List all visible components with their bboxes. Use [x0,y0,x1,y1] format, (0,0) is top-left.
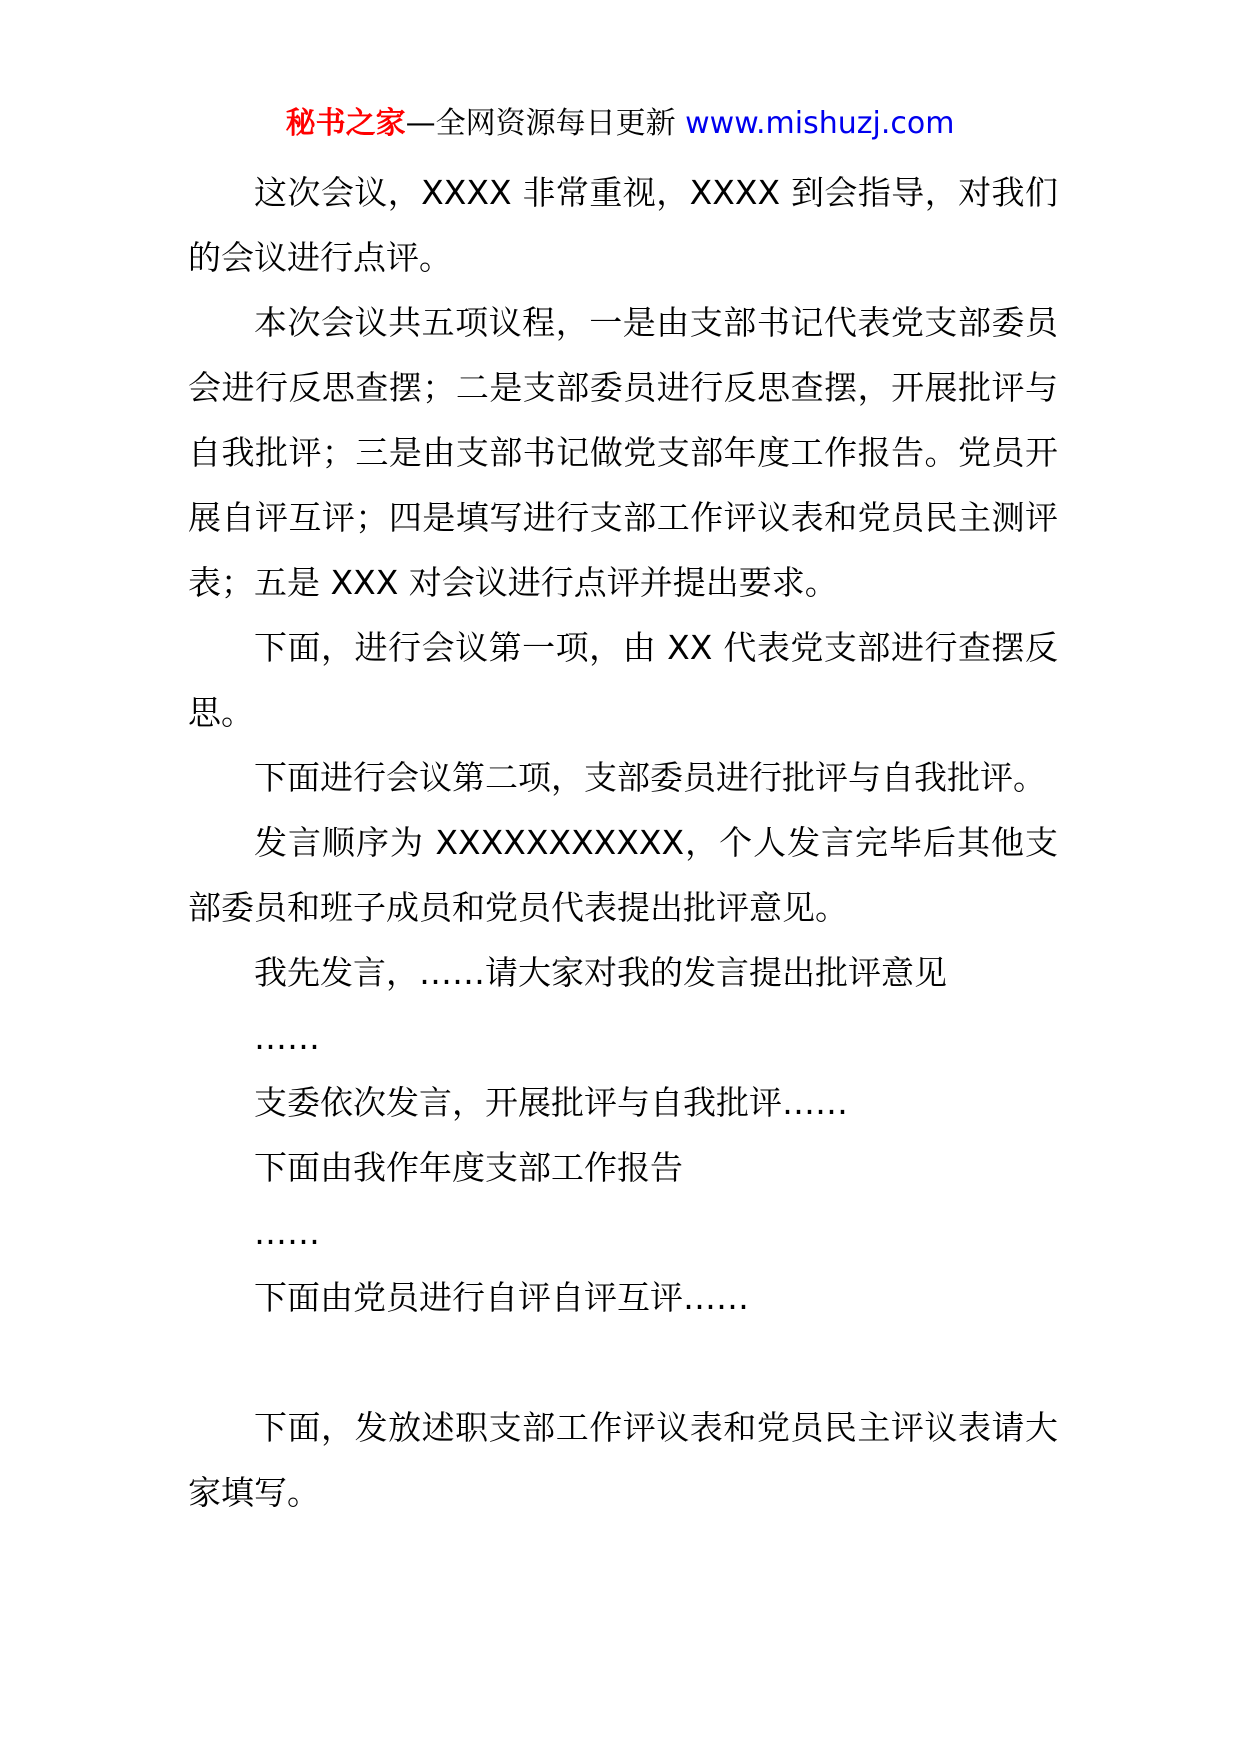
paragraph: 我先发言，……请大家对我的发言提出批评意见 [254,953,947,992]
paragraph: 下面由我作年度支部工作报告 [254,1148,683,1187]
header-tagline: —全网资源每日更新 [405,106,676,141]
paragraph: 支委依次发言，开展批评与自我批评…… [254,1083,848,1122]
brand-name: 秘书之家 [285,106,406,141]
paragraph: 这次会议，XXXX 非常重视，XXXX 到会指导，对我们的会议进行点评。 [188,173,1058,277]
paragraph: 下面，发放述职支部工作评议表和党员民主评议表请大家填写。 [188,1408,1058,1512]
ellipsis-line: …… [254,1213,320,1252]
ellipsis-line: …… [254,1018,320,1057]
paragraph: 下面由党员进行自评自评互评…… [254,1278,749,1317]
website-link[interactable]: www.mishuzj.com [685,106,955,141]
page-header [0,100,1240,148]
document-body [188,160,1058,1525]
blank-line [188,1330,1058,1395]
paragraph: 下面，进行会议第一项，由 XX 代表党支部进行查摆反思。 [188,628,1058,732]
paragraph: 发言顺序为 XXXXXXXXXXX，个人发言完毕后其他支部委员和班子成员和党员代表提出批评意见。 [188,823,1058,927]
paragraph: 下面进行会议第二项，支部委员进行批评与自我批评。 [254,758,1046,797]
paragraph: 本次会议共五项议程，一是由支部书记代表党支部委员会进行反思查摆；二是支部委员进行反思查摆，开展批评与自我批评；三是由支部书记做党支部年度工作报告。党员开展自评互评；四是填写进行支部工作评议表和党员民主测评表；五是 XXX 对会议进行点评并提出要求。 [188,303,1058,602]
